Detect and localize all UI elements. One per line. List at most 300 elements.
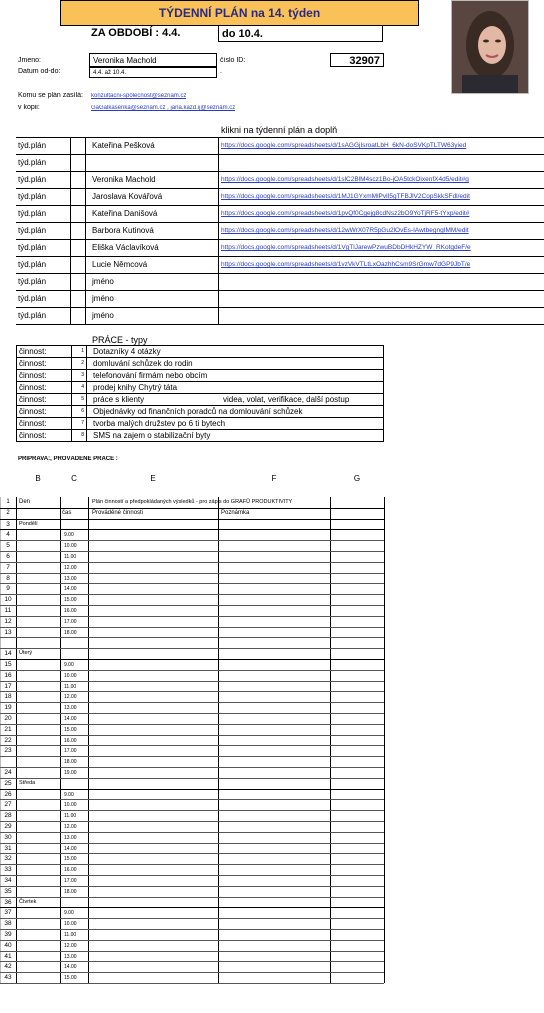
plan-row-name[interactable]: Kateřina Pešková	[92, 141, 155, 150]
note-cell[interactable]	[219, 616, 330, 627]
row-number: 6	[6, 553, 10, 560]
plan-row-sep	[70, 257, 86, 273]
time-cell[interactable]: 15.00	[64, 856, 77, 863]
note-cell[interactable]	[219, 735, 330, 746]
row-number: 4	[6, 531, 10, 539]
note-cell[interactable]	[219, 540, 330, 551]
time-cell[interactable]: 11.00	[64, 813, 77, 820]
activity-cell[interactable]	[89, 637, 218, 648]
row-number: 18	[4, 693, 12, 701]
note-cell[interactable]	[219, 605, 330, 616]
plan-row-sep	[70, 189, 86, 205]
activity-cell[interactable]	[89, 832, 218, 843]
note-cell[interactable]	[219, 864, 330, 875]
activity-cell[interactable]	[89, 843, 218, 854]
activity-cell[interactable]	[89, 929, 218, 940]
activity-cell[interactable]	[89, 551, 218, 562]
note-cell[interactable]	[219, 529, 330, 540]
activity-cell[interactable]	[89, 659, 218, 670]
work-table	[16, 345, 386, 441]
note-cell[interactable]	[219, 594, 330, 605]
plan-row-name[interactable]: Lucie Němcová	[92, 260, 148, 269]
row-number: 29	[4, 823, 12, 830]
activity-cell[interactable]	[89, 562, 218, 573]
row-number: 41	[4, 952, 12, 960]
work-row	[16, 405, 384, 417]
note-cell[interactable]	[219, 583, 330, 594]
time-cell[interactable]: 13.00	[64, 575, 77, 582]
time-cell[interactable]: 12.00	[64, 564, 77, 571]
activity-cell[interactable]	[89, 886, 218, 897]
activity-cell[interactable]	[89, 519, 218, 530]
activity-cell[interactable]	[89, 670, 218, 681]
sheet-r1-b: Den	[19, 499, 31, 505]
activity-cell[interactable]	[89, 897, 218, 908]
activity-cell[interactable]	[89, 594, 218, 605]
plan-row-sep	[70, 172, 86, 188]
work-row-text[interactable]: prodej knihy Chytrý táta	[93, 383, 178, 392]
plan-row-divider	[218, 274, 219, 290]
activity-cell[interactable]	[89, 616, 218, 627]
note-cell[interactable]	[219, 767, 330, 778]
note-cell[interactable]	[219, 918, 330, 929]
plan-row-divider	[218, 138, 219, 154]
row-number: 10	[4, 596, 12, 604]
time-cell[interactable]: 15.00	[64, 597, 77, 604]
work-row-num: 2	[71, 358, 87, 369]
activity-cell[interactable]	[89, 529, 218, 540]
id-dot: .	[220, 68, 222, 75]
row-number: 30	[4, 833, 12, 841]
note-cell[interactable]	[219, 853, 330, 864]
activity-cell[interactable]	[89, 605, 218, 616]
work-row	[16, 357, 384, 369]
plan-row-link[interactable]: https://docs.google.com/spreadsheets/d/1slC2BlM4scz1Bo-jOA5tckOixenfX4d5/edit#g	[221, 176, 469, 183]
work-row	[16, 369, 384, 381]
plan-row-divider	[218, 155, 219, 171]
cc-link[interactable]: GaGalkasenka@seznam.cz , jana.kazd.ij@seznam.cz	[91, 105, 236, 111]
activity-cell[interactable]	[89, 961, 218, 972]
row-number: 33	[4, 866, 12, 874]
day-label: Středa	[19, 779, 36, 786]
time-cell[interactable]: 16.00	[64, 867, 77, 874]
time-cell[interactable]: 10.00	[64, 672, 77, 679]
row-number: 9	[6, 585, 10, 593]
plan-row-label: týd.plán	[18, 277, 47, 286]
time-cell[interactable]: 13.00	[64, 834, 77, 841]
note-cell[interactable]	[219, 551, 330, 562]
row-number: 12	[4, 617, 12, 625]
note-cell[interactable]	[219, 562, 330, 573]
plan-row-label: týd.plán	[18, 226, 47, 235]
row-number: 8	[6, 574, 10, 582]
plan-row-sep	[70, 223, 86, 239]
note-cell[interactable]	[219, 940, 330, 951]
note-cell[interactable]	[219, 670, 330, 681]
activity-cell[interactable]	[89, 907, 218, 918]
note-cell[interactable]	[219, 832, 330, 843]
note-cell[interactable]	[219, 799, 330, 810]
column-header-g[interactable]: G	[353, 474, 361, 483]
plan-row-name[interactable]: jméno	[92, 294, 114, 303]
sheet-r2-c: čas	[62, 509, 72, 516]
activity-cell[interactable]	[89, 648, 218, 659]
activity-cell[interactable]	[89, 681, 218, 692]
activity-cell[interactable]	[89, 940, 218, 951]
profile-photo	[451, 0, 529, 94]
activity-cell[interactable]	[89, 767, 218, 778]
row-number: 39	[4, 931, 12, 938]
plan-row-label: týd.plán	[18, 311, 47, 320]
plan-row	[16, 239, 544, 256]
time-cell[interactable]: 10.00	[64, 543, 77, 550]
time-cell[interactable]: 17.00	[64, 618, 77, 625]
grid-vline	[384, 497, 385, 983]
sheet-r1-e: Plán činností a předpokládaných výsledků - pro zápis do GRAFŮ PRODUKTIVITY	[92, 499, 293, 505]
plan-row	[16, 205, 544, 222]
activity-cell[interactable]	[89, 972, 218, 983]
plan-row-link[interactable]: https://docs.google.com/spreadsheets/d/1sAGGjIsroatLbH_6kN-doSVKpTLTW63yied	[221, 142, 467, 149]
work-row-num: 4	[71, 382, 87, 393]
activity-cell[interactable]	[89, 702, 218, 713]
time-cell[interactable]: 11.00	[64, 932, 77, 938]
work-row-text[interactable]: práce s klienty	[93, 395, 145, 404]
note-cell[interactable]	[219, 702, 330, 713]
activity-cell[interactable]	[89, 540, 218, 551]
plan-row	[16, 222, 544, 239]
work-row-num: 6	[71, 406, 87, 417]
plan-row-link[interactable]: https://docs.google.com/spreadsheets/d/12wWrX07R5pGu2lOvEs-IAwtbegngIMM/edit	[221, 227, 469, 234]
cc-label: v kopii:	[18, 104, 40, 111]
note-cell[interactable]	[219, 713, 330, 724]
row-number: 16	[4, 671, 12, 679]
plan-row-sep	[70, 138, 86, 154]
row-number: 19	[4, 704, 12, 712]
time-cell[interactable]: 16.00	[64, 608, 77, 614]
send-to-label: Komu se plán zasílá:	[18, 92, 83, 99]
time-cell[interactable]: 11.00	[64, 554, 77, 560]
note-cell[interactable]	[219, 886, 330, 897]
note-cell[interactable]	[219, 929, 330, 940]
plan-row-name[interactable]: Jaroslava Kovářová	[92, 192, 163, 201]
work-row	[16, 393, 384, 405]
work-row-num: 3	[71, 370, 87, 381]
plan-row-sep	[70, 291, 86, 307]
note-cell[interactable]	[219, 745, 330, 756]
grid-vline	[60, 497, 61, 983]
column-header-b[interactable]: B	[35, 474, 41, 483]
plan-row-name[interactable]: Barbora Kutinová	[92, 226, 154, 235]
activity-cell[interactable]	[89, 875, 218, 886]
work-row-num: 7	[71, 418, 87, 429]
note-cell[interactable]	[219, 648, 330, 659]
period-to: do 10.4.	[218, 25, 383, 42]
row-number: 13	[4, 628, 12, 636]
row-number: 15	[4, 661, 12, 668]
work-row-label: činnost:	[19, 395, 47, 404]
activity-cell[interactable]	[89, 691, 218, 702]
note-cell[interactable]	[219, 810, 330, 821]
plan-row	[16, 137, 544, 154]
plan-row-divider	[218, 308, 219, 324]
plan-row-name[interactable]: jméno	[92, 311, 114, 320]
plan-row	[16, 256, 544, 273]
date-field[interactable]: 4.4. až 10.4.	[89, 67, 217, 78]
grid-vline	[330, 497, 331, 983]
plan-row-label: týd.plán	[18, 158, 47, 167]
plan-row-name[interactable]: Kateřina Danišová	[92, 209, 158, 218]
row-number: 22	[4, 736, 12, 744]
work-header: PRÁCE - typy	[92, 335, 148, 345]
row-number: 42	[4, 963, 12, 971]
activity-cell[interactable]	[89, 951, 218, 962]
time-cell[interactable]: 9.00	[64, 532, 74, 539]
grid-hline	[0, 508, 384, 509]
row-number: 40	[4, 941, 12, 949]
work-row-label: činnost:	[19, 431, 47, 440]
plan-row-divider	[218, 257, 219, 273]
time-cell[interactable]: 10.00	[64, 921, 77, 928]
row-number: 2	[6, 509, 10, 516]
activity-cell[interactable]	[89, 627, 218, 638]
work-row-label: činnost:	[19, 359, 47, 368]
work-row-num: 1	[71, 346, 87, 357]
row-number: 21	[4, 725, 12, 733]
plan-row-name[interactable]: Eliška Václavíková	[92, 243, 159, 252]
time-cell[interactable]: 9.00	[64, 910, 74, 917]
grid-hline	[0, 983, 384, 984]
work-row-text[interactable]: SMS na zajem o stabilizační byty	[93, 431, 211, 440]
time-cell[interactable]: 12.00	[64, 824, 77, 830]
row-number: 28	[4, 812, 12, 820]
work-row-num: 8	[71, 430, 87, 441]
plan-row-divider	[218, 172, 219, 188]
time-cell[interactable]: 17.00	[64, 878, 77, 884]
row-number: 1	[6, 499, 10, 505]
activity-cell[interactable]	[89, 724, 218, 735]
row-number: 35	[4, 887, 12, 895]
plan-row-name[interactable]: jméno	[92, 277, 114, 286]
day-label: Úterý	[19, 650, 33, 657]
note-cell[interactable]	[219, 972, 330, 983]
plan-row-link[interactable]: https://docs.google.com/spreadsheets/d/1vzVkVTLtLxOazhhCsm9SrGmw7dGP9JbT/e	[221, 261, 471, 268]
row-number: 38	[4, 920, 12, 928]
column-header-f[interactable]: F	[271, 474, 277, 483]
row-number: 27	[4, 801, 12, 809]
plan-row	[16, 188, 544, 205]
work-row-label: činnost:	[19, 407, 47, 416]
time-cell[interactable]: 13.00	[64, 705, 77, 712]
row-number: 17	[4, 682, 12, 690]
time-cell[interactable]: 12.00	[64, 694, 77, 701]
plans-bottom	[16, 324, 544, 325]
time-cell[interactable]: 14.00	[64, 845, 77, 852]
work-row-text[interactable]: telefonování firmám nebo obcím	[93, 371, 208, 380]
name-label: Jmeno:	[18, 57, 41, 64]
plan-row-label: týd.plán	[18, 260, 47, 269]
note-cell[interactable]	[219, 821, 330, 832]
activity-cell[interactable]	[89, 756, 218, 767]
activity-cell[interactable]	[89, 713, 218, 724]
time-cell[interactable]: 17.00	[64, 748, 77, 755]
column-header-c[interactable]: C	[71, 474, 77, 483]
time-cell[interactable]: 14.00	[64, 586, 77, 593]
note-cell[interactable]	[219, 691, 330, 702]
plan-row-name[interactable]: Veronika Machold	[92, 175, 156, 184]
row-number: 14	[4, 650, 12, 658]
plan-row	[16, 154, 544, 171]
activity-cell[interactable]	[89, 864, 218, 875]
note-cell[interactable]	[219, 907, 330, 918]
prep-label: PŘÍPRAVA:, PROVÁDĚNÉ PRÁCE :	[18, 456, 118, 462]
plan-row-link[interactable]: https://docs.google.com/spreadsheets/d/1pvQf0Cgejg8cdNsz2bO9YoTjRF5-tYxp/edit#	[221, 210, 470, 217]
row-number: 31	[4, 844, 12, 852]
time-cell[interactable]: 18.00	[64, 759, 77, 766]
id-field[interactable]: 32907	[330, 53, 384, 67]
row-number: 32	[4, 855, 12, 863]
day-label: Pondělí	[19, 520, 38, 527]
plan-row	[16, 307, 544, 324]
time-cell[interactable]: 18.00	[64, 888, 77, 895]
note-cell[interactable]	[219, 627, 330, 638]
plan-row-divider	[218, 291, 219, 307]
work-row-label: činnost:	[19, 383, 47, 392]
period-label: ZA OBDOBÍ : 4.4.	[91, 27, 181, 39]
row-number: 36	[4, 898, 12, 906]
plan-row-link[interactable]: https://docs.google.com/spreadsheets/d/1VgTlJarewPzwuBDbDHkHZYW_RKotgdeF/e	[221, 244, 471, 251]
note-cell[interactable]	[219, 519, 330, 530]
time-cell[interactable]: 14.00	[64, 716, 77, 722]
row-number: 5	[6, 542, 10, 550]
plan-row-label: týd.plán	[18, 243, 47, 252]
plan-row-label: týd.plán	[18, 209, 47, 218]
activity-cell[interactable]	[89, 789, 218, 800]
plan-row	[16, 273, 544, 290]
note-cell[interactable]	[219, 789, 330, 800]
row-number: 11	[4, 607, 12, 614]
work-row-text[interactable]: Objednávky od finančních poradců na domlouvání schůzek	[93, 407, 303, 416]
plan-row-divider	[218, 206, 219, 222]
plan-row-label: týd.plán	[18, 192, 47, 201]
row-number: 23	[4, 747, 12, 755]
note-cell[interactable]	[219, 897, 330, 908]
note-cell[interactable]	[219, 875, 330, 886]
activity-cell[interactable]	[89, 735, 218, 746]
activity-cell[interactable]	[89, 918, 218, 929]
time-cell[interactable]: 10.00	[64, 802, 77, 809]
note-cell[interactable]	[219, 637, 330, 648]
work-row-text[interactable]: domluvání schůzek do rodin	[93, 359, 193, 368]
note-cell[interactable]	[219, 778, 330, 789]
day-label: Čtvrtek	[19, 898, 37, 905]
activity-cell[interactable]	[89, 583, 218, 594]
row-number: 20	[4, 715, 12, 722]
plan-row-label: týd.plán	[18, 175, 47, 184]
plan-row	[16, 290, 544, 307]
note-cell[interactable]	[219, 843, 330, 854]
work-row-text[interactable]: tvorba malých družstev po 6 ti bytech	[93, 419, 226, 428]
time-cell[interactable]: 19.00	[64, 770, 77, 776]
plans-header: klikni na týdenní plán a doplň	[221, 125, 338, 135]
work-row-num: 5	[71, 394, 87, 405]
plan-row-label: týd.plán	[18, 141, 47, 150]
note-cell[interactable]	[219, 756, 330, 767]
plan-row-sep	[70, 155, 86, 171]
work-row-label: činnost:	[19, 347, 47, 356]
work-row-note[interactable]: videa, volat, verifikace, další postup	[223, 395, 350, 404]
row-number: 37	[4, 909, 12, 917]
activity-cell[interactable]	[89, 799, 218, 810]
activity-cell[interactable]	[89, 821, 218, 832]
time-cell[interactable]: 11.00	[64, 683, 77, 690]
row-number: 24	[4, 769, 12, 776]
note-cell[interactable]	[219, 659, 330, 670]
column-headers	[0, 472, 544, 490]
plans-table	[16, 137, 544, 325]
activity-cell[interactable]	[89, 573, 218, 584]
plan-row-label: týd.plán	[18, 294, 47, 303]
note-cell[interactable]	[219, 961, 330, 972]
plan-row-link[interactable]: https://docs.google.com/spreadsheets/d/1MJ1GYxmMlPvlI5gTFBJlV2CopSkkSFdl/edit	[221, 193, 470, 200]
send-to-link[interactable]: konzultacni-spolecnost@seznam.cz	[91, 93, 187, 99]
row-number: 3	[6, 520, 10, 528]
work-bottom	[16, 441, 384, 442]
note-cell[interactable]	[219, 724, 330, 735]
activity-cell[interactable]	[89, 778, 218, 789]
time-cell[interactable]: 14.00	[64, 964, 77, 971]
grid-vline	[16, 497, 17, 983]
row-number: 26	[4, 790, 12, 798]
time-cell[interactable]: 15.00	[64, 726, 77, 733]
column-header-e[interactable]: E	[150, 474, 156, 483]
work-row-label: činnost:	[19, 419, 47, 428]
time-cell[interactable]: 15.00	[64, 975, 77, 982]
row-number: 25	[4, 779, 12, 787]
sheet-r2-f: Poznámka	[221, 509, 250, 516]
plan-row-sep	[70, 274, 86, 290]
work-row-text[interactable]: Dotazníky 4 otázky	[93, 347, 161, 356]
note-cell[interactable]	[219, 681, 330, 692]
name-field[interactable]: Veronika Machold	[89, 53, 217, 67]
work-row	[16, 429, 384, 441]
page-title: TÝDENNÍ PLÁN na 14. týden	[60, 0, 419, 26]
plan-row-sep	[70, 308, 86, 324]
activity-cell[interactable]	[89, 810, 218, 821]
plan-row-sep	[70, 240, 86, 256]
note-cell[interactable]	[219, 573, 330, 584]
activity-cell[interactable]	[89, 853, 218, 864]
row-number: 7	[6, 563, 10, 571]
row-number: 34	[4, 877, 12, 884]
time-cell[interactable]: 12.00	[64, 942, 77, 949]
work-row	[16, 417, 384, 429]
time-cell[interactable]: 18.00	[64, 629, 77, 636]
schedule-sheet	[0, 497, 544, 1013]
plan-row	[16, 171, 544, 188]
time-cell[interactable]: 13.00	[64, 953, 77, 960]
plan-row-divider	[218, 223, 219, 239]
plan-row-sep	[70, 206, 86, 222]
work-row-label: činnost:	[19, 371, 47, 380]
time-cell[interactable]: 16.00	[64, 737, 77, 744]
time-cell[interactable]: 9.00	[64, 662, 74, 668]
time-cell[interactable]: 9.00	[64, 791, 74, 798]
plan-row-divider	[218, 240, 219, 256]
note-cell[interactable]	[219, 951, 330, 962]
activity-cell[interactable]	[89, 745, 218, 756]
date-label: Datum od-do:	[18, 68, 61, 75]
plan-row-divider	[218, 189, 219, 205]
